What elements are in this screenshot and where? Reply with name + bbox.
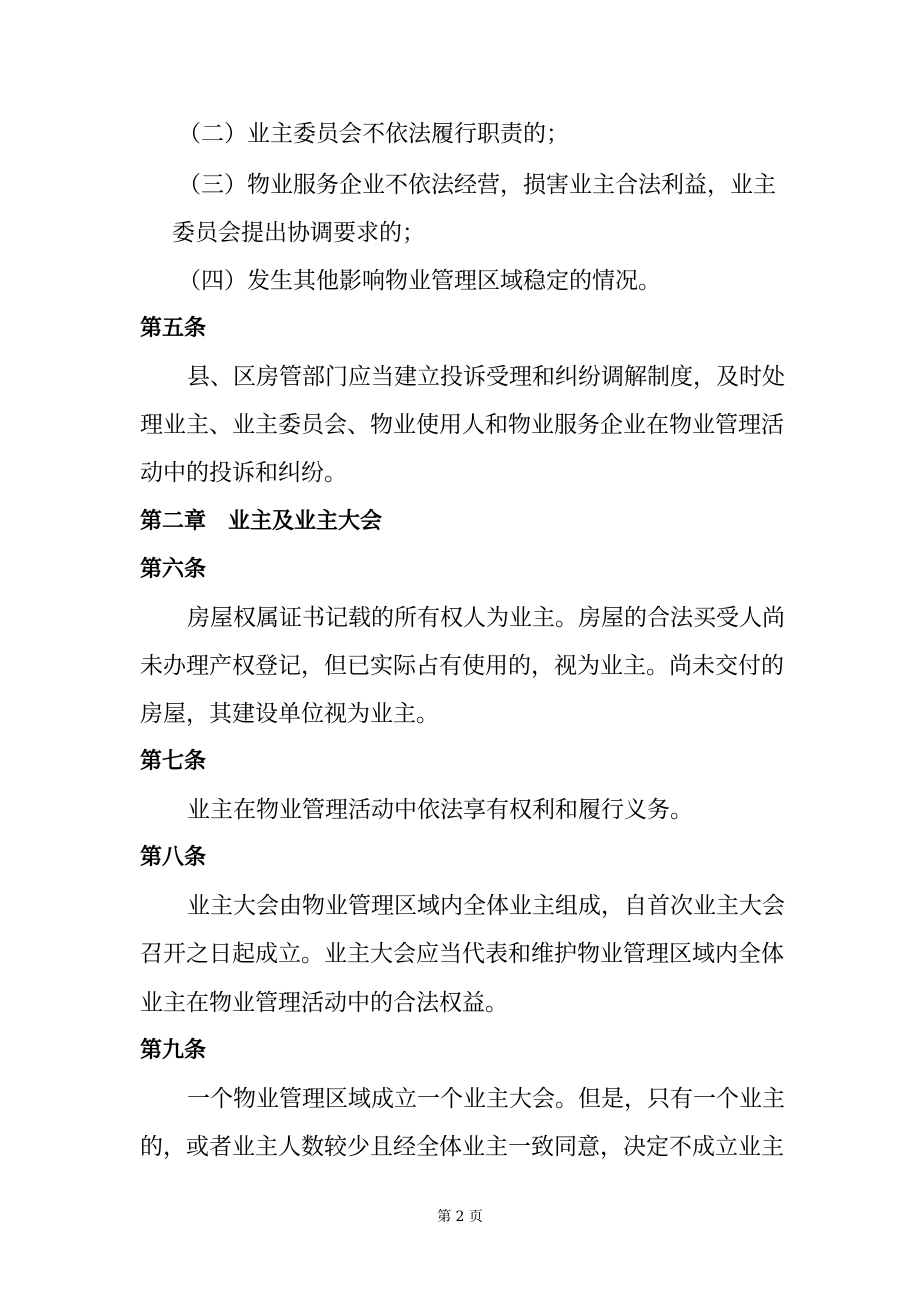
article-heading: 第九条 (140, 1038, 207, 1063)
paragraph-line: 未办理产权登记，但已实际占有使用的，视为业主。尚未交付的 (140, 653, 784, 679)
article-heading: 第七条 (140, 749, 207, 774)
article-heading: 第六条 (140, 557, 207, 582)
paragraph-line: 一个物业管理区域成立一个业主大会。但是，只有一个业主 (187, 1086, 785, 1112)
paragraph-line: （三）物业服务企业不依法经营，损害业主合法利益，业主 (178, 172, 776, 198)
article-heading: 第八条 (140, 845, 207, 870)
article-heading: 第五条 (140, 316, 207, 341)
chapter-heading: 第二章 业主及业主大会 (140, 509, 383, 534)
paragraph-line: 业主在物业管理活动中依法享有权利和履行义务。 (187, 797, 693, 823)
paragraph-line: （四）发生其他影响物业管理区域稳定的情况。 (178, 268, 661, 294)
paragraph-line: 业主在物业管理活动中的合法权益。 (140, 990, 508, 1016)
paragraph-line: 房屋权属证书记载的所有权人为业主。房屋的合法买受人尚 (187, 605, 785, 631)
paragraph-line: 理业主、业主委员会、物业使用人和物业服务企业在物业管理活 (140, 412, 784, 438)
paragraph-line: 的，或者业主人数较少且经全体业主一致同意，决定不成立业主 (140, 1134, 784, 1160)
paragraph-line: 动中的投诉和纠纷。 (140, 460, 347, 486)
paragraph-line: （二）业主委员会不依法履行职责的； (178, 121, 569, 147)
page-number: 第 2 页 (437, 1209, 483, 1225)
paragraph-line: 房屋，其建设单位视为业主。 (140, 701, 439, 727)
paragraph-line: 召开之日起成立。业主大会应当代表和维护物业管理区域内全体 (140, 941, 784, 967)
paragraph-line: 业主大会由物业管理区域内全体业主组成，自首次业主大会 (187, 893, 785, 919)
paragraph-line: 委员会提出协调要求的； (172, 220, 425, 246)
paragraph-line: 县、区房管部门应当建立投诉受理和纠纷调解制度，及时处 (187, 364, 785, 390)
